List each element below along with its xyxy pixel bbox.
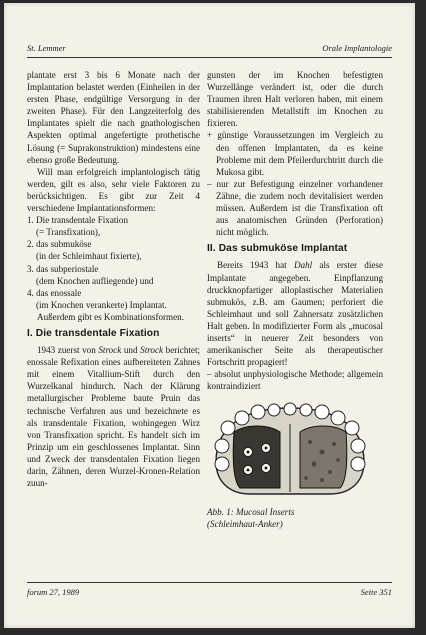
left-column [27,69,200,489]
paragraph: – absolut unphysiologische Methode; allgemein kontraindiziert [207,369,383,392]
mucosal-inserts-illustration [210,402,370,498]
figure-caption-line: (Schleimhaut-Anker) [207,518,283,529]
list-item: + günstige Voraussetzungen im Vergleich zu den offenen Implantaten, da es keine Probleme mit dem Pfeilerdurchtritt durch die Mukosa gibt. [207,130,383,177]
implant-forms-list [27,214,200,311]
paragraph: Will man erfolgreich implantologisch tätig werden, gilt es also, sehr viele Faktoren zu berücksichtigen. Es gibt zur Zeit 4 verschiedene Implantationsformen: [27,166,200,214]
figure-caption [207,506,383,530]
journal-issue: forum 27, 1989 [27,587,80,597]
list-item-sub: (in der Schleimhaut fixierte), [36,251,142,262]
right-column [207,69,383,530]
list-item-main: 4. das enossale [27,287,82,298]
text-run: berichtet; enossale Refixation eines aufbereiteten Zahnes mit einem Vitallium-Stift durch den Wurzelkanal hindurch. Nach der Klärung metallurgischer Probleme baute Pruin das technische Verfahren aus und bezeichnete es als transdentale Fixation, wohingegen Wirz von Transfixation spricht. Es handelt sich im Prinzip um ein geschlossenes Implantat. Sinn und Zweck der transdentalen Fixation liegen darin, Zähnen, deren Wurzel-Kronen-Relation zuun- [27,345,200,489]
section-heading: II. Das submuköse Implantat [207,243,348,255]
text-run: und [121,345,141,356]
list-item-sub: (= Transfixation), [36,227,101,238]
list-item [27,263,200,287]
running-head-title: Orale Implantologie [322,43,392,53]
author-name: Dahl [293,260,313,271]
author-name: Strock [98,345,122,356]
figure-caption-line: Abb. 1: Mucosal Inserts [207,506,295,517]
text-run: 1943 zuerst von [37,345,99,356]
running-head-author: St. Lemmer [27,43,66,53]
list-item: – nur zur Befestigung einzelner vorhandener Zähne, die zudem noch devitalisiert werden müssen. Außerdem ist die Transfixation oft aus anatomischen Gründen (Perforation) nicht möglich. [207,178,383,238]
paragraph [27,344,200,489]
list-item [27,238,200,262]
list-item [27,287,200,311]
pros-cons-list [207,129,383,238]
paragraph: Außerdem gibt es Kombinationsformen. [37,311,184,322]
list-item [27,214,200,238]
section-heading: I. Die transdentale Fixation [27,327,160,339]
list-item-main: 2. das submuköse [27,239,92,250]
author-name: Strock [140,345,164,356]
footer-rule [27,582,392,583]
list-item-main: 3. das subperiostale [27,263,99,274]
paragraph: plantate erst 3 bis 6 Monate nach der Implantation belastet werden (Einheilen in der ersten Phase, endgültige Versorgung in der zweiten Phase). Für den Langzeiterfolg des Implantates spielt die nach gnathologischen Aspekten optimal angefertigte prothetische Lösung (= Suprakonstruktion) mindestens eine ebenso große Bedeutung. [27,70,200,165]
header-rule [27,57,392,58]
page-number: Seite 351 [360,587,392,597]
paragraph [207,259,383,368]
text-run: als erster diese Implantate angegeben. Einpflanzung druckknopfartiger alloplastischer Materialien submukös, z.B. am Gaumen; perforiert die Schleimhaut und soll Zahnersatz zusätzlichen Halt geben. In modifizierter Form als „mucosal inserts“ in neuerer Zeit besonders von amerikanischer Seite als therapeutischer Fortschritt propagiert! [207,260,383,368]
list-item-main: 1. Die transdentale Fixation [27,215,129,226]
running-head [27,43,392,53]
paragraph: gunsten der im Knochen befestigten Wurzellänge verändert ist, oder die durch Traumen ihren Halt verloren haben, mit einem stabilisierenden Metallstift im Knochen zu fixieren. [207,70,383,129]
footer [27,587,392,597]
text-run: Bereits 1943 hat [217,260,294,271]
list-item-sub: (im Knochen verankerte) Implantat. [36,299,167,310]
document-page [4,3,415,628]
list-item-sub: (dem Knochen aufliegende) und [36,275,154,286]
